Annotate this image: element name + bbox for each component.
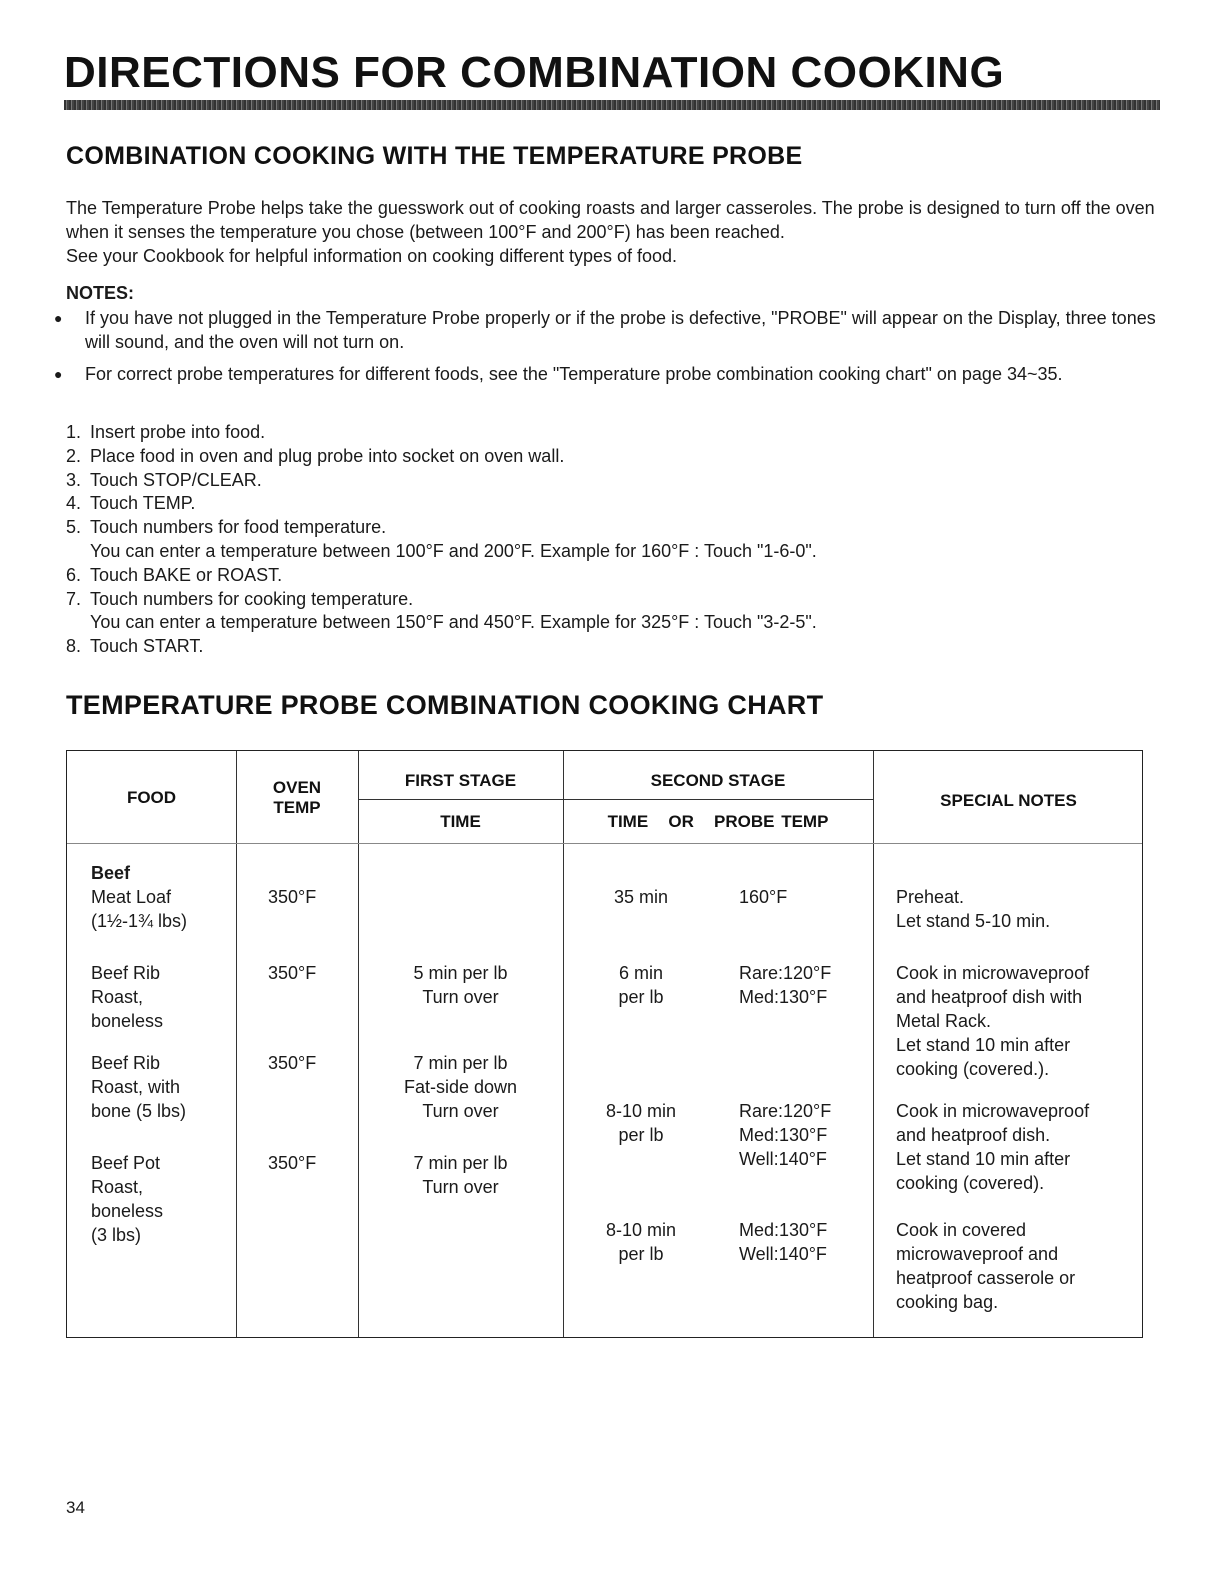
probe-temp (739, 1099, 869, 1171)
probe-temp-line: Well:140°F (739, 1149, 827, 1169)
special-note-line: microwaveproof and (896, 1244, 1059, 1264)
header-bottom-rule (67, 843, 1142, 844)
oven-temp: 350°F (268, 887, 317, 907)
step-item (66, 635, 1166, 659)
special-note-line: heatproof casserole or (896, 1268, 1076, 1288)
step-number: 4. (66, 493, 82, 514)
probe-temp-line: Med:130°F (739, 987, 828, 1007)
food-name-line: Beef Rib (91, 1053, 161, 1073)
intro-text (66, 196, 1166, 268)
probe-temp (739, 885, 869, 909)
step-subtext: You can enter a temperature between 100°F and 200°F. Example for 160°F : Touch "1-6-0". (90, 540, 817, 561)
food-name-line: Roast, (91, 987, 144, 1007)
notes-list (50, 306, 1160, 394)
special-note-line: Let stand 10 min after (896, 1149, 1071, 1169)
special-note-line: cooking bag. (896, 1292, 999, 1312)
special-note (896, 961, 1141, 1081)
probe-temp-line: Rare:120°F (739, 963, 832, 983)
notes-heading: NOTES: (66, 283, 135, 303)
step-number: 6. (66, 564, 82, 585)
header-oven-temp-line2: TEMP (273, 798, 321, 817)
probe-temp-line: Med:130°F (739, 1125, 828, 1145)
probe-temp-line: Med:130°F (739, 1220, 828, 1240)
note-text: For correct probe temperatures for different foods, see the "Temperature probe combination cooking chart" on page 34~35. (85, 364, 1063, 384)
step-number: 1. (66, 422, 82, 442)
probe-temp-line: Rare:120°F (739, 1101, 832, 1121)
second-stage-time (563, 1099, 719, 1147)
header-oven-temp-line1: OVEN (272, 778, 322, 797)
header-oven-temp (236, 778, 358, 818)
step-item (66, 469, 1166, 493)
header-second-stage-sub (563, 812, 873, 832)
step-text: Touch TEMP. (90, 493, 196, 514)
header-second-stage: SECOND STAGE (650, 771, 786, 790)
food-name-line: Beef Rib (91, 963, 161, 983)
step-number: 7. (66, 588, 82, 609)
header-second-probe: PROBE TEMP (714, 812, 829, 831)
special-note (896, 1218, 1141, 1314)
step-text: Touch numbers for cooking temperature. (90, 588, 414, 609)
step-number: 5. (66, 517, 82, 538)
second-stage-time-line: per lb (618, 987, 664, 1007)
second-stage-time (563, 1218, 719, 1266)
note-item (50, 362, 1160, 386)
food-name-line: Roast, (91, 1177, 144, 1197)
step-text: Touch BAKE or ROAST. (90, 564, 283, 585)
second-stage-time (563, 961, 719, 1009)
section-title-chart: TEMPERATURE PROBE COMBINATION COOKING CHART (66, 690, 824, 720)
step-item (66, 564, 1166, 588)
special-note-line: and heatproof dish with (896, 987, 1083, 1007)
header-second-time: TIME (607, 812, 649, 831)
first-stage-time (358, 1151, 563, 1199)
special-note-line: Let stand 10 min after (896, 1035, 1071, 1055)
special-note-line: and heatproof dish. (896, 1125, 1051, 1145)
step-item (66, 588, 1166, 636)
step-subtext: You can enter a temperature between 150°F and 450°F. Example for 325°F : Touch "3-2-5". (90, 612, 817, 633)
probe-temp (739, 961, 869, 1009)
special-note-line: Cook in microwaveproof (896, 1101, 1090, 1121)
step-item (66, 445, 1166, 469)
header-first-stage-time: TIME (440, 812, 481, 831)
first-stage-time-line: Turn over (422, 987, 499, 1007)
second-stage-time-line: 6 min (618, 963, 663, 983)
header-second-or: OR (668, 812, 694, 831)
food-name (91, 961, 236, 1033)
oven-temp: 350°F (268, 1053, 317, 1073)
special-note-line: cooking (covered). (896, 1173, 1045, 1193)
second-stage-time-line: 35 min (613, 887, 669, 907)
food-name-line: Meat Loaf (91, 887, 172, 907)
step-number: 3. (66, 469, 82, 490)
probe-temp-line: 160°F (739, 887, 788, 907)
food-name-line: Beef Pot (91, 1153, 161, 1173)
second-stage-time (563, 885, 719, 909)
step-text: Touch START. (90, 636, 204, 657)
step-item (66, 421, 1166, 445)
bullet-icon: ● (54, 366, 63, 382)
first-stage-time-line: 7 min per lb (413, 1053, 508, 1073)
food-name-line: boneless (91, 1201, 164, 1221)
header-special-notes: SPECIAL NOTES (940, 791, 1077, 810)
food-name-line: (3 lbs) (91, 1225, 142, 1245)
special-note-line: Preheat. (896, 887, 965, 907)
food-name (91, 1151, 236, 1247)
oven-temp: 350°F (268, 1153, 317, 1173)
first-stage-time (358, 1051, 563, 1123)
special-note (896, 1099, 1141, 1195)
special-note-line: Cook in covered (896, 1220, 1027, 1240)
oven-temp: 350°F (268, 963, 317, 983)
food-name-line: (1½-1¾ lbs) (91, 911, 188, 931)
step-item (66, 492, 1166, 516)
food-name-line: bone (5 lbs) (91, 1101, 187, 1121)
second-stage-time-line: per lb (618, 1125, 664, 1145)
column-divider (358, 751, 359, 1337)
column-divider (236, 751, 237, 1337)
step-text: Touch numbers for food temperature. (90, 517, 387, 538)
step-text: Touch STOP/CLEAR. (90, 469, 262, 490)
column-divider (873, 751, 874, 1337)
steps-list (66, 421, 1166, 659)
first-stage-time (358, 961, 563, 1009)
first-stage-time-line: 5 min per lb (413, 963, 508, 983)
second-stage-time-line: 8-10 min (605, 1220, 677, 1240)
special-note-line: cooking (covered.). (896, 1059, 1050, 1079)
special-note-line: Cook in microwaveproof (896, 963, 1090, 983)
special-note (896, 885, 1141, 933)
first-stage-time-line: 7 min per lb (413, 1153, 508, 1173)
step-item (66, 516, 1166, 564)
step-number: 8. (66, 636, 82, 657)
first-stage-time-line: Turn over (422, 1101, 499, 1121)
food-name-line: boneless (91, 1011, 164, 1031)
step-text: Insert probe into food. (90, 422, 266, 442)
intro-paragraph-2: See your Cookbook for helpful information on cooking different types of food. (66, 246, 678, 266)
second-stage-time-line: per lb (618, 1244, 664, 1264)
food-name (91, 885, 236, 933)
food-category: Beef (91, 863, 131, 883)
first-stage-time-line: Fat-side down (403, 1077, 518, 1097)
page-title: DIRECTIONS FOR COMBINATION COOKING (64, 48, 1005, 97)
special-note-line: Metal Rack. (896, 1011, 992, 1031)
header-subdivider (358, 799, 873, 800)
title-rule (64, 100, 1160, 110)
step-number: 2. (66, 445, 82, 466)
food-name (91, 1051, 236, 1123)
intro-paragraph-1: The Temperature Probe helps take the guesswork out of cooking roasts and larger casseroles. The probe is designed to turn off the oven when it senses the temperature you chose (between 100°F and 200°F) has been reached. (66, 198, 1155, 242)
header-first-stage: FIRST STAGE (404, 771, 517, 790)
section-title-probe: COMBINATION COOKING WITH THE TEMPERATURE PROBE (66, 142, 803, 170)
second-stage-time-line: 8-10 min (605, 1101, 677, 1121)
special-note-line: Let stand 5-10 min. (896, 911, 1051, 931)
probe-temp (739, 1218, 869, 1266)
first-stage-time-line: Turn over (422, 1177, 499, 1197)
food-name-line: Roast, with (91, 1077, 181, 1097)
note-item (50, 306, 1160, 354)
probe-temp-line: Well:140°F (739, 1244, 827, 1264)
page-number: 34 (66, 1498, 85, 1517)
bullet-icon: ● (54, 310, 63, 326)
note-text: If you have not plugged in the Temperature Probe properly or if the probe is defective, "PROBE" will appear on the Display, three tones will sound, and the oven will not turn on. (85, 308, 1156, 352)
step-text: Place food in oven and plug probe into socket on oven wall. (90, 445, 565, 466)
header-food: FOOD (126, 788, 177, 807)
cooking-chart-table (66, 750, 1143, 1338)
